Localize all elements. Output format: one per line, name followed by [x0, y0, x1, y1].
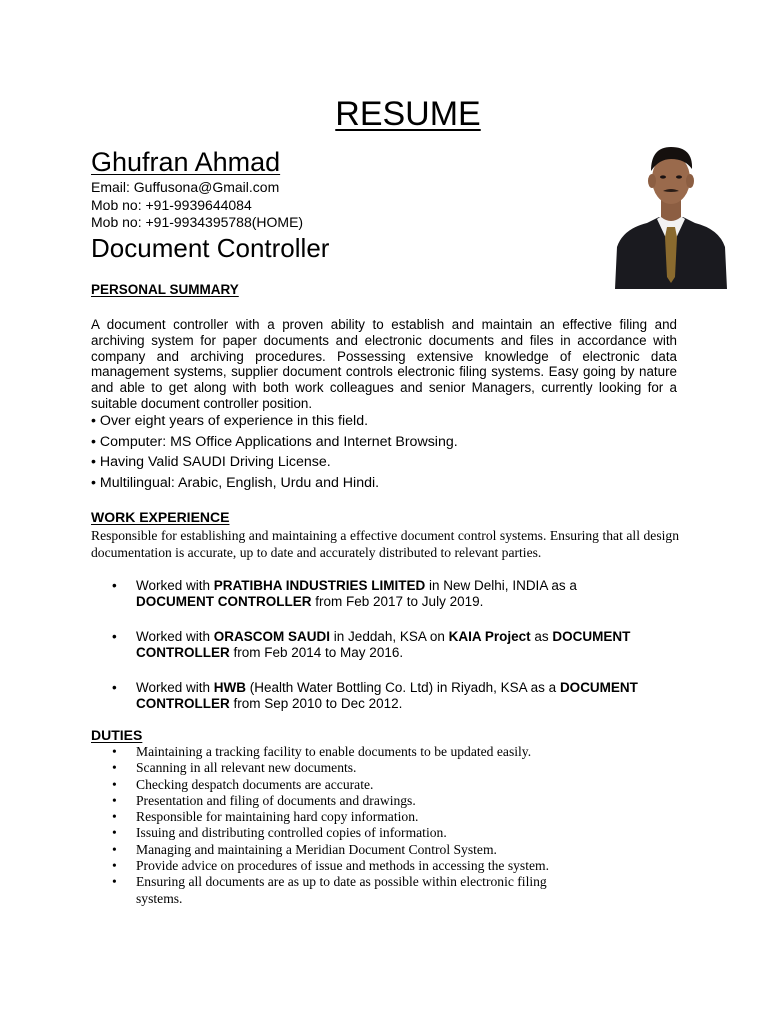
contact-mobile: Mob no: +91-9939644084 — [91, 196, 252, 213]
job-text: Worked with — [136, 680, 214, 695]
duty-text: Scanning in all relevant new documents. — [136, 760, 357, 776]
job-position: DOCUMENT CONTROLLER — [136, 680, 638, 711]
duty-text: Issuing and distributing controlled copies of information. — [136, 825, 447, 841]
left-eye-shape — [660, 175, 666, 178]
bullet-icon: • — [112, 680, 117, 695]
duty-item — [91, 809, 691, 825]
contact-home-phone: Mob no: +91-9934395788(HOME) — [91, 214, 304, 230]
duty-text: Ensuring all documents are as up to date as possible within electronic filing systems. — [136, 874, 547, 906]
highlight-item: • Having Valid SAUDI Driving License. — [91, 454, 331, 470]
job-position: DOCUMENT CONTROLLER — [136, 629, 631, 660]
job-text: as — [530, 629, 553, 644]
duty-item — [91, 777, 691, 793]
work-experience-heading: WORK EXPERIENCE — [91, 509, 230, 525]
bullet-icon: • — [112, 809, 117, 825]
job-company: ORASCOM SAUDI — [213, 629, 331, 644]
duty-item — [91, 858, 691, 874]
contact-block — [91, 179, 303, 232]
bullet-icon: • — [112, 760, 117, 776]
job-text: in Jeddah, KSA on — [330, 629, 449, 644]
bullet-icon: • — [112, 629, 117, 644]
right-eye-shape — [676, 175, 682, 178]
duties-list — [91, 744, 691, 907]
bullet-icon: • — [112, 858, 117, 874]
job-period: from Feb 2017 to July 2019. — [311, 594, 484, 609]
job-text: Worked with — [136, 578, 214, 593]
highlight-item: • Multilingual: Arabic, English, Urdu and Hindi. — [91, 474, 380, 491]
contact-email: Email: Guffusona@Gmail.com — [91, 179, 280, 195]
job-period: from Feb 2014 to May 2016. — [229, 645, 404, 660]
bullet-icon: • — [112, 744, 117, 759]
person-portrait-icon — [613, 137, 729, 289]
duty-text: Provide advice on procedures of issue and methods in accessing the system. — [136, 858, 549, 874]
job-entry — [91, 629, 681, 663]
job-position: DOCUMENT CONTROLLER — [136, 594, 312, 609]
highlight-item: • Computer: MS Office Applications and Internet Browsing. — [91, 433, 458, 450]
duty-text: Responsible for maintaining hard copy information. — [136, 809, 419, 825]
candidate-name: Ghufran Ahmad — [91, 147, 281, 177]
highlight-item: • Over eight years of experience in this field. — [91, 413, 369, 429]
bullet-icon: • — [112, 874, 117, 890]
bullet-icon: • — [112, 578, 117, 593]
document-title: RESUME — [335, 95, 481, 133]
duty-text: Managing and maintaining a Meridian Document Control System. — [136, 841, 497, 857]
duty-item — [91, 825, 691, 841]
right-ear-shape — [686, 174, 694, 188]
profile-photo — [613, 137, 729, 289]
job-text: in New Delhi, INDIA as a — [425, 578, 577, 593]
summary-highlights — [91, 411, 691, 493]
bullet-icon: • — [112, 792, 117, 808]
bullet-icon: • — [112, 825, 117, 841]
personal-summary-heading: PERSONAL SUMMARY — [91, 282, 239, 297]
job-entry — [91, 578, 681, 612]
left-ear-shape — [648, 174, 656, 188]
job-title: Document Controller — [91, 233, 330, 263]
duty-item — [91, 793, 691, 809]
job-period: from Sep 2010 to Dec 2012. — [229, 696, 403, 711]
duty-item — [91, 874, 591, 907]
bullet-icon: • — [112, 776, 117, 792]
job-company: HWB — [213, 680, 247, 695]
work-experience-intro: Responsible for establishing and maintaining a effective document control systems. Ensuring that all design documentation is accurate, up to date and accurately distributed to relevant parties. — [91, 528, 679, 560]
job-company: PRATIBHA INDUSTRIES LIMITED — [213, 578, 426, 593]
bullet-icon: • — [112, 841, 117, 857]
duty-item — [91, 760, 691, 776]
job-text: Worked with — [136, 629, 214, 644]
job-description — [136, 578, 676, 610]
duty-text: Checking despatch documents are accurate. — [136, 776, 374, 792]
duty-item — [91, 842, 691, 858]
job-description — [136, 629, 676, 661]
job-text: (Health Water Bottling Co. Ltd) in Riyadh, KSA as a — [246, 680, 560, 695]
personal-summary-text: A document controller with a proven ability to establish and maintain an effective filing and archiving system for paper documents and electronic documents and files in accordance with company and archiving procedures. Possessing extensive knowledge of electronic data management systems, supplier document controls electronic filing systems. Easy going by nature and able to get along with both work colleagues and senior Managers, currently looking for a suitable document controller position. — [91, 317, 677, 411]
job-project: KAIA Project — [448, 629, 531, 644]
duty-text: Presentation and filing of documents and drawings. — [136, 792, 416, 808]
job-entry — [91, 680, 681, 714]
duty-text: Maintaining a tracking facility to enable documents to be updated easily. — [136, 744, 532, 759]
duties-heading: DUTIES — [91, 727, 143, 743]
job-description — [136, 680, 676, 712]
duty-item — [91, 744, 691, 760]
